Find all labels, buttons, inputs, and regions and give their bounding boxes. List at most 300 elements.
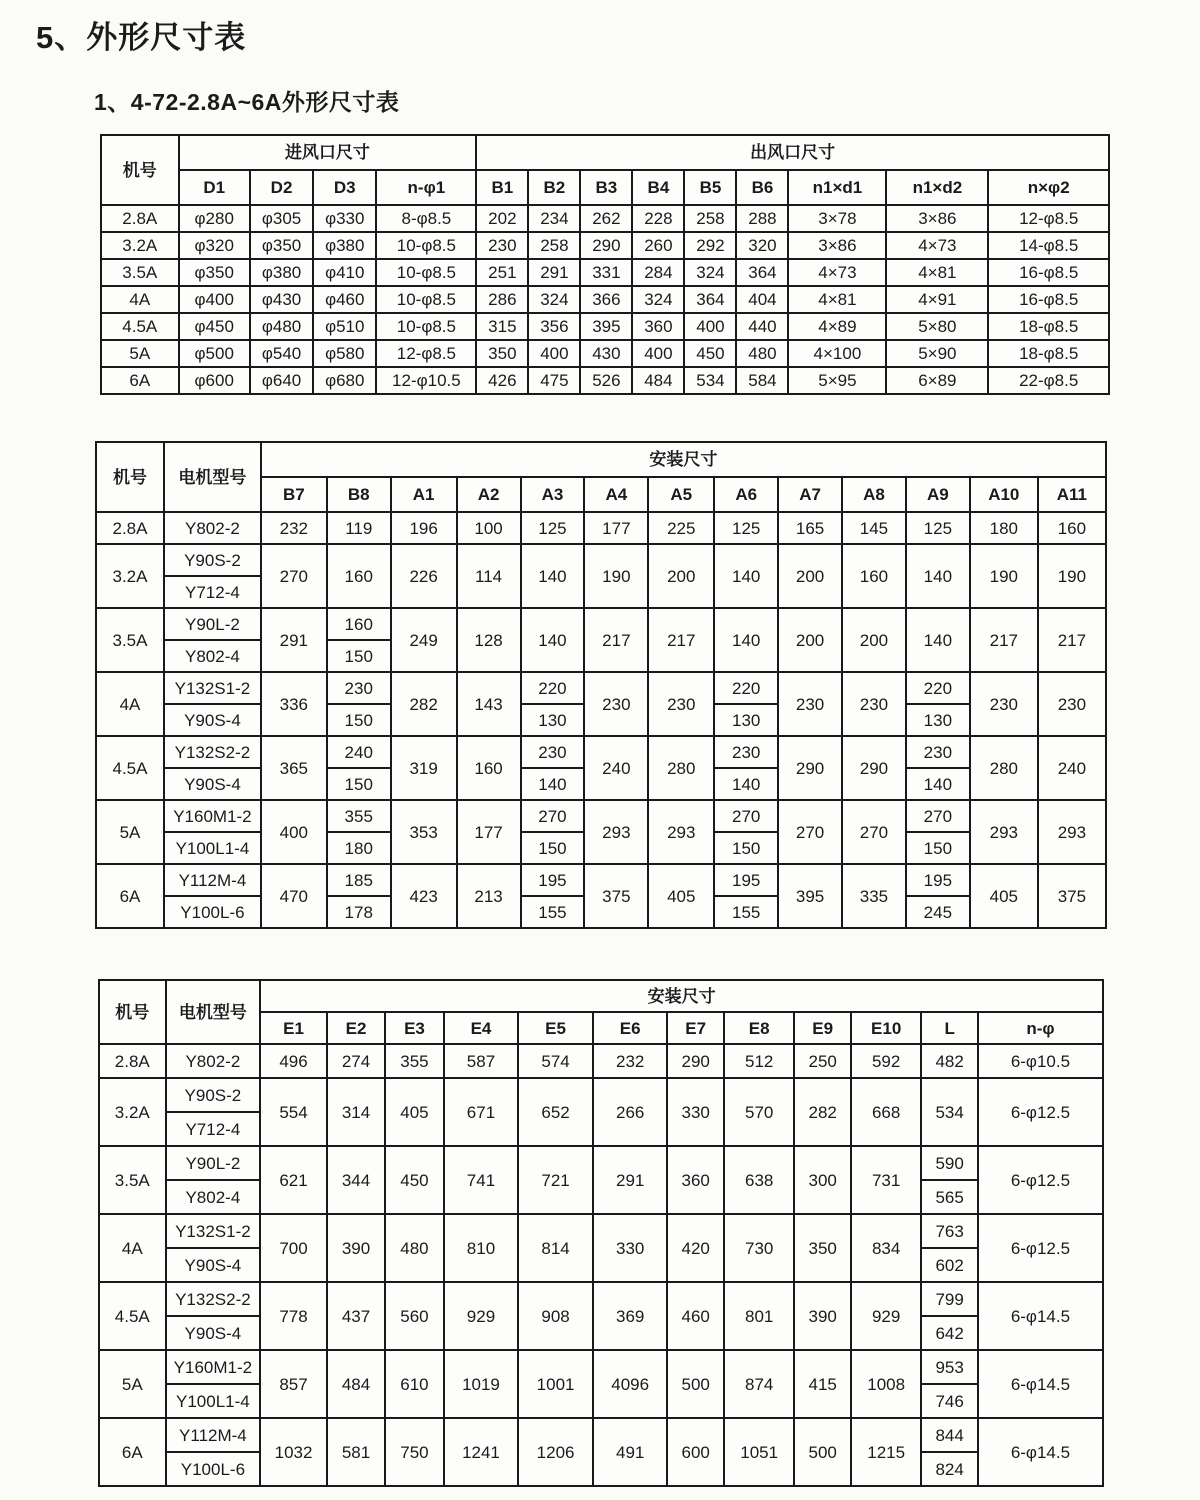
data-cell: 534	[921, 1078, 977, 1146]
data-cell: 4×73	[886, 232, 988, 259]
data-cell: 228	[632, 205, 684, 232]
data-cell: 621	[260, 1146, 327, 1214]
data-cell: φ640	[250, 367, 313, 394]
header-cell: A5	[648, 477, 714, 512]
header-cell: A11	[1038, 477, 1106, 512]
header-cell: E2	[327, 1012, 385, 1044]
data-cell: 415	[794, 1350, 850, 1418]
data-cell: Y90S-4	[166, 1316, 261, 1350]
data-cell: Y712-4	[166, 1112, 261, 1146]
data-cell: 824	[921, 1452, 977, 1486]
data-cell: 217	[970, 608, 1038, 672]
data-cell: 574	[518, 1044, 593, 1078]
header-cell: E1	[260, 1012, 327, 1044]
data-cell: 331	[580, 259, 632, 286]
data-cell: 125	[521, 512, 585, 544]
data-cell: 2.8A	[96, 512, 164, 544]
header-cell: L	[921, 1012, 977, 1044]
data-cell: 336	[261, 672, 327, 736]
data-cell: φ600	[179, 367, 250, 394]
data-cell: 430	[580, 340, 632, 367]
data-cell: 750	[385, 1418, 443, 1486]
data-cell: 230	[778, 672, 842, 736]
data-cell: 554	[260, 1078, 327, 1146]
data-cell: 195	[521, 864, 585, 896]
data-cell: 291	[261, 608, 327, 672]
data-cell: 125	[906, 512, 970, 544]
data-cell: 565	[921, 1180, 977, 1214]
header-cell: n×φ2	[988, 170, 1109, 205]
data-cell: 366	[580, 286, 632, 313]
data-cell: 266	[593, 1078, 668, 1146]
data-cell: 320	[736, 232, 788, 259]
data-cell: 353	[391, 800, 457, 864]
data-cell: 4×89	[788, 313, 886, 340]
data-cell: 404	[736, 286, 788, 313]
data-cell: 293	[970, 800, 1038, 864]
data-cell: φ330	[313, 205, 376, 232]
data-cell: 1206	[518, 1418, 593, 1486]
header-cell: A6	[714, 477, 778, 512]
header-cell: n-φ	[978, 1012, 1103, 1044]
data-cell: 400	[528, 340, 580, 367]
data-cell: 140	[714, 544, 778, 608]
data-cell: 293	[1038, 800, 1106, 864]
data-cell: 324	[632, 286, 684, 313]
data-cell: 258	[528, 232, 580, 259]
data-cell: 6-φ14.5	[978, 1350, 1103, 1418]
data-cell: 350	[476, 340, 528, 367]
data-cell: 731	[851, 1146, 922, 1214]
data-cell: 330	[593, 1214, 668, 1282]
data-cell: φ305	[250, 205, 313, 232]
data-cell: 234	[528, 205, 580, 232]
data-cell: 130	[906, 704, 970, 736]
header-cell: B7	[261, 477, 327, 512]
data-cell: 14-φ8.5	[988, 232, 1109, 259]
data-cell: 140	[521, 768, 585, 800]
data-cell: 390	[327, 1214, 385, 1282]
data-cell: 291	[528, 259, 580, 286]
header-cell: A3	[521, 477, 585, 512]
data-cell: 450	[385, 1146, 443, 1214]
data-cell: 2.8A	[101, 205, 179, 232]
header-cell: D3	[313, 170, 376, 205]
data-cell: Y100L1-4	[166, 1384, 261, 1418]
data-cell: Y90S-4	[164, 704, 261, 736]
data-cell: 160	[842, 544, 906, 608]
header-cell: A2	[457, 477, 521, 512]
data-cell: 350	[794, 1214, 850, 1282]
data-cell: Y802-2	[164, 512, 261, 544]
data-cell: 3.5A	[99, 1146, 166, 1214]
data-cell: 258	[684, 205, 736, 232]
data-cell: 857	[260, 1350, 327, 1418]
data-cell: Y712-4	[164, 576, 261, 608]
header-cell: 安装尺寸	[261, 442, 1106, 477]
data-cell: 570	[724, 1078, 795, 1146]
data-cell: 119	[327, 512, 391, 544]
data-cell: 220	[714, 672, 778, 704]
data-cell: 150	[327, 704, 391, 736]
data-cell: 3.2A	[101, 232, 179, 259]
header-cell: B8	[327, 477, 391, 512]
data-cell: 140	[906, 768, 970, 800]
data-cell: φ510	[313, 313, 376, 340]
data-cell: Y90L-2	[164, 608, 261, 640]
data-cell: φ540	[250, 340, 313, 367]
data-cell: 177	[584, 512, 648, 544]
header-cell: 电机型号	[164, 442, 261, 512]
data-cell: 125	[714, 512, 778, 544]
header-cell: E5	[518, 1012, 593, 1044]
data-cell: 610	[385, 1350, 443, 1418]
data-cell: 4A	[99, 1214, 166, 1282]
data-cell: 600	[667, 1418, 723, 1486]
data-cell: 128	[457, 608, 521, 672]
data-cell: Y90S-2	[166, 1078, 261, 1112]
data-cell: 177	[457, 800, 521, 864]
data-cell: 484	[632, 367, 684, 394]
data-cell: 652	[518, 1078, 593, 1146]
data-cell: 480	[385, 1214, 443, 1282]
data-cell: 560	[385, 1282, 443, 1350]
data-cell: 500	[794, 1418, 850, 1486]
data-cell: 2.8A	[99, 1044, 166, 1078]
data-cell: 290	[667, 1044, 723, 1078]
data-cell: 1051	[724, 1418, 795, 1486]
data-cell: 4.5A	[96, 736, 164, 800]
data-cell: 638	[724, 1146, 795, 1214]
header-cell: n-φ1	[376, 170, 476, 205]
data-cell: 5×80	[886, 313, 988, 340]
data-cell: 437	[327, 1282, 385, 1350]
data-cell: 6-φ12.5	[978, 1214, 1103, 1282]
data-cell: 280	[970, 736, 1038, 800]
data-cell: φ350	[250, 232, 313, 259]
data-cell: 3×78	[788, 205, 886, 232]
data-cell: 4A	[101, 286, 179, 313]
data-cell: 200	[778, 544, 842, 608]
data-cell: 6×89	[886, 367, 988, 394]
data-cell: 16-φ8.5	[988, 286, 1109, 313]
data-cell: 282	[794, 1078, 850, 1146]
data-cell: 584	[736, 367, 788, 394]
data-cell: 908	[518, 1282, 593, 1350]
data-cell: 232	[593, 1044, 668, 1078]
header-cell: A9	[906, 477, 970, 512]
data-cell: 3.2A	[96, 544, 164, 608]
header-cell: A10	[970, 477, 1038, 512]
header-cell: E3	[385, 1012, 443, 1044]
data-cell: 190	[970, 544, 1038, 608]
header-cell: B6	[736, 170, 788, 205]
data-cell: 18-φ8.5	[988, 340, 1109, 367]
data-cell: 290	[778, 736, 842, 800]
data-cell: 196	[391, 512, 457, 544]
data-cell: 293	[648, 800, 714, 864]
data-cell: 290	[842, 736, 906, 800]
data-cell: 290	[580, 232, 632, 259]
data-cell: 763	[921, 1214, 977, 1248]
data-cell: 4×73	[788, 259, 886, 286]
data-cell: 6-φ10.5	[978, 1044, 1103, 1078]
data-cell: 375	[1038, 864, 1106, 928]
data-cell: 12-φ10.5	[376, 367, 476, 394]
data-cell: 230	[842, 672, 906, 736]
data-cell: 741	[444, 1146, 519, 1214]
data-cell: 4A	[96, 672, 164, 736]
data-cell: 22-φ8.5	[988, 367, 1109, 394]
data-cell: 344	[327, 1146, 385, 1214]
data-cell: 953	[921, 1350, 977, 1384]
data-cell: 4.5A	[101, 313, 179, 340]
header-cell: E6	[593, 1012, 668, 1044]
data-cell: Y100L-6	[164, 896, 261, 928]
data-cell: 230	[970, 672, 1038, 736]
header-cell: 出风口尺寸	[476, 135, 1109, 170]
data-cell: 482	[921, 1044, 977, 1078]
data-cell: 929	[851, 1282, 922, 1350]
data-cell: Y100L1-4	[164, 832, 261, 864]
header-cell: A1	[391, 477, 457, 512]
data-cell: 226	[391, 544, 457, 608]
data-cell: Y802-2	[166, 1044, 261, 1078]
data-cell: 195	[906, 864, 970, 896]
data-cell: 3×86	[886, 205, 988, 232]
data-cell: 230	[906, 736, 970, 768]
header-cell: E9	[794, 1012, 850, 1044]
data-cell: 360	[632, 313, 684, 340]
data-cell: 602	[921, 1248, 977, 1282]
data-cell: Y160M1-2	[166, 1350, 261, 1384]
data-cell: 801	[724, 1282, 795, 1350]
data-cell: 190	[584, 544, 648, 608]
data-cell: 150	[714, 832, 778, 864]
data-cell: 286	[476, 286, 528, 313]
data-cell: 375	[584, 864, 648, 928]
data-cell: 423	[391, 864, 457, 928]
data-cell: 668	[851, 1078, 922, 1146]
data-cell: 220	[906, 672, 970, 704]
header-cell: A4	[584, 477, 648, 512]
data-cell: φ410	[313, 259, 376, 286]
data-cell: 230	[584, 672, 648, 736]
data-cell: 140	[906, 544, 970, 608]
data-cell: 475	[528, 367, 580, 394]
data-cell: 405	[385, 1078, 443, 1146]
data-cell: 400	[684, 313, 736, 340]
data-cell: 16-φ8.5	[988, 259, 1109, 286]
data-cell: 587	[444, 1044, 519, 1078]
data-cell: 245	[906, 896, 970, 928]
data-cell: 5A	[99, 1350, 166, 1418]
data-cell: φ580	[313, 340, 376, 367]
data-cell: 364	[736, 259, 788, 286]
data-cell: 195	[714, 864, 778, 896]
header-cell: E8	[724, 1012, 795, 1044]
data-cell: 10-φ8.5	[376, 232, 476, 259]
data-cell: 834	[851, 1214, 922, 1282]
data-cell: 140	[906, 608, 970, 672]
data-cell: 315	[476, 313, 528, 340]
data-cell: 145	[842, 512, 906, 544]
data-cell: 450	[684, 340, 736, 367]
data-cell: 526	[580, 367, 632, 394]
data-cell: 360	[667, 1146, 723, 1214]
data-cell: 200	[648, 544, 714, 608]
data-cell: 319	[391, 736, 457, 800]
data-cell: 230	[521, 736, 585, 768]
data-cell: 150	[327, 640, 391, 672]
data-cell: 6A	[96, 864, 164, 928]
data-cell: 251	[476, 259, 528, 286]
data-cell: 1215	[851, 1418, 922, 1486]
data-cell: Y132S1-2	[164, 672, 261, 704]
data-cell: 202	[476, 205, 528, 232]
data-cell: 150	[906, 832, 970, 864]
header-cell: 机号	[101, 135, 179, 205]
data-cell: 130	[714, 704, 778, 736]
data-cell: 270	[521, 800, 585, 832]
data-cell: 364	[684, 286, 736, 313]
header-cell: A7	[778, 477, 842, 512]
data-cell: 721	[518, 1146, 593, 1214]
data-cell: 240	[584, 736, 648, 800]
data-cell: 180	[327, 832, 391, 864]
data-cell: 230	[1038, 672, 1106, 736]
data-cell: 4.5A	[99, 1282, 166, 1350]
data-cell: 10-φ8.5	[376, 313, 476, 340]
data-cell: Y90S-4	[164, 768, 261, 800]
header-cell: D1	[179, 170, 250, 205]
data-cell: 671	[444, 1078, 519, 1146]
data-cell: 592	[851, 1044, 922, 1078]
inlet-outlet-size-table	[100, 134, 1200, 395]
data-cell: 400	[261, 800, 327, 864]
data-cell: 282	[391, 672, 457, 736]
data-cell: 814	[518, 1214, 593, 1282]
header-cell: E7	[667, 1012, 723, 1044]
data-cell: 260	[632, 232, 684, 259]
data-cell: 12-φ8.5	[376, 340, 476, 367]
header-cell: B1	[476, 170, 528, 205]
data-cell: 1001	[518, 1350, 593, 1418]
data-cell: 3.2A	[99, 1078, 166, 1146]
data-cell: φ320	[179, 232, 250, 259]
data-cell: 249	[391, 608, 457, 672]
data-cell: 130	[521, 704, 585, 736]
data-cell: 140	[521, 608, 585, 672]
data-cell: 440	[736, 313, 788, 340]
data-cell: 270	[778, 800, 842, 864]
data-cell: φ380	[313, 232, 376, 259]
mounting-size-table-a	[95, 441, 1200, 929]
data-cell: 5A	[101, 340, 179, 367]
data-cell: 274	[327, 1044, 385, 1078]
data-cell: 480	[736, 340, 788, 367]
data-cell: 420	[667, 1214, 723, 1282]
data-cell: 1019	[444, 1350, 519, 1418]
data-cell: 500	[667, 1350, 723, 1418]
data-cell: 240	[1038, 736, 1106, 800]
data-cell: Y802-4	[164, 640, 261, 672]
header-cell: n1×d1	[788, 170, 886, 205]
data-cell: 160	[327, 608, 391, 640]
data-cell: 390	[794, 1282, 850, 1350]
data-cell: Y100L-6	[166, 1452, 261, 1486]
data-cell: φ480	[250, 313, 313, 340]
data-cell: 929	[444, 1282, 519, 1350]
data-cell: 395	[778, 864, 842, 928]
data-cell: 590	[921, 1146, 977, 1180]
data-cell: Y112M-4	[164, 864, 261, 896]
data-cell: 180	[970, 512, 1038, 544]
data-cell: 3.5A	[101, 259, 179, 286]
data-cell: 314	[327, 1078, 385, 1146]
data-cell: 140	[521, 544, 585, 608]
data-cell: 10-φ8.5	[376, 259, 476, 286]
data-cell: 217	[584, 608, 648, 672]
header-cell: A8	[842, 477, 906, 512]
data-cell: 369	[593, 1282, 668, 1350]
data-cell: 484	[327, 1350, 385, 1418]
data-cell: φ500	[179, 340, 250, 367]
data-cell: 190	[1038, 544, 1106, 608]
data-cell: 140	[714, 768, 778, 800]
data-cell: 160	[327, 544, 391, 608]
data-cell: 225	[648, 512, 714, 544]
data-cell: Y132S1-2	[166, 1214, 261, 1248]
header-cell: E10	[851, 1012, 922, 1044]
data-cell: 365	[261, 736, 327, 800]
data-cell: Y90S-4	[166, 1248, 261, 1282]
data-cell: 292	[684, 232, 736, 259]
header-cell: B4	[632, 170, 684, 205]
data-cell: 178	[327, 896, 391, 928]
data-cell: 395	[580, 313, 632, 340]
data-cell: 150	[327, 768, 391, 800]
data-cell: 150	[521, 832, 585, 864]
data-cell: Y90S-2	[164, 544, 261, 576]
data-cell: φ460	[313, 286, 376, 313]
data-cell: 230	[648, 672, 714, 736]
data-cell: 6-φ14.5	[978, 1418, 1103, 1486]
data-cell: 200	[778, 608, 842, 672]
data-cell: 230	[476, 232, 528, 259]
data-cell: 270	[714, 800, 778, 832]
data-cell: 4×91	[886, 286, 988, 313]
data-cell: 426	[476, 367, 528, 394]
header-cell: 进风口尺寸	[179, 135, 477, 170]
data-cell: 355	[327, 800, 391, 832]
data-cell: 213	[457, 864, 521, 928]
section-subtitle: 1、4-72-2.8A~6A外形尺寸表	[94, 89, 400, 115]
data-cell: 284	[632, 259, 684, 286]
data-cell: 512	[724, 1044, 795, 1078]
data-cell: 280	[648, 736, 714, 800]
data-cell: 700	[260, 1214, 327, 1282]
data-cell: Y802-4	[166, 1180, 261, 1214]
header-cell: 安装尺寸	[260, 980, 1103, 1012]
data-cell: 155	[521, 896, 585, 928]
data-cell: 405	[970, 864, 1038, 928]
data-cell: 250	[794, 1044, 850, 1078]
data-cell: 288	[736, 205, 788, 232]
data-cell: 470	[261, 864, 327, 928]
data-cell: 220	[521, 672, 585, 704]
data-cell: 324	[684, 259, 736, 286]
